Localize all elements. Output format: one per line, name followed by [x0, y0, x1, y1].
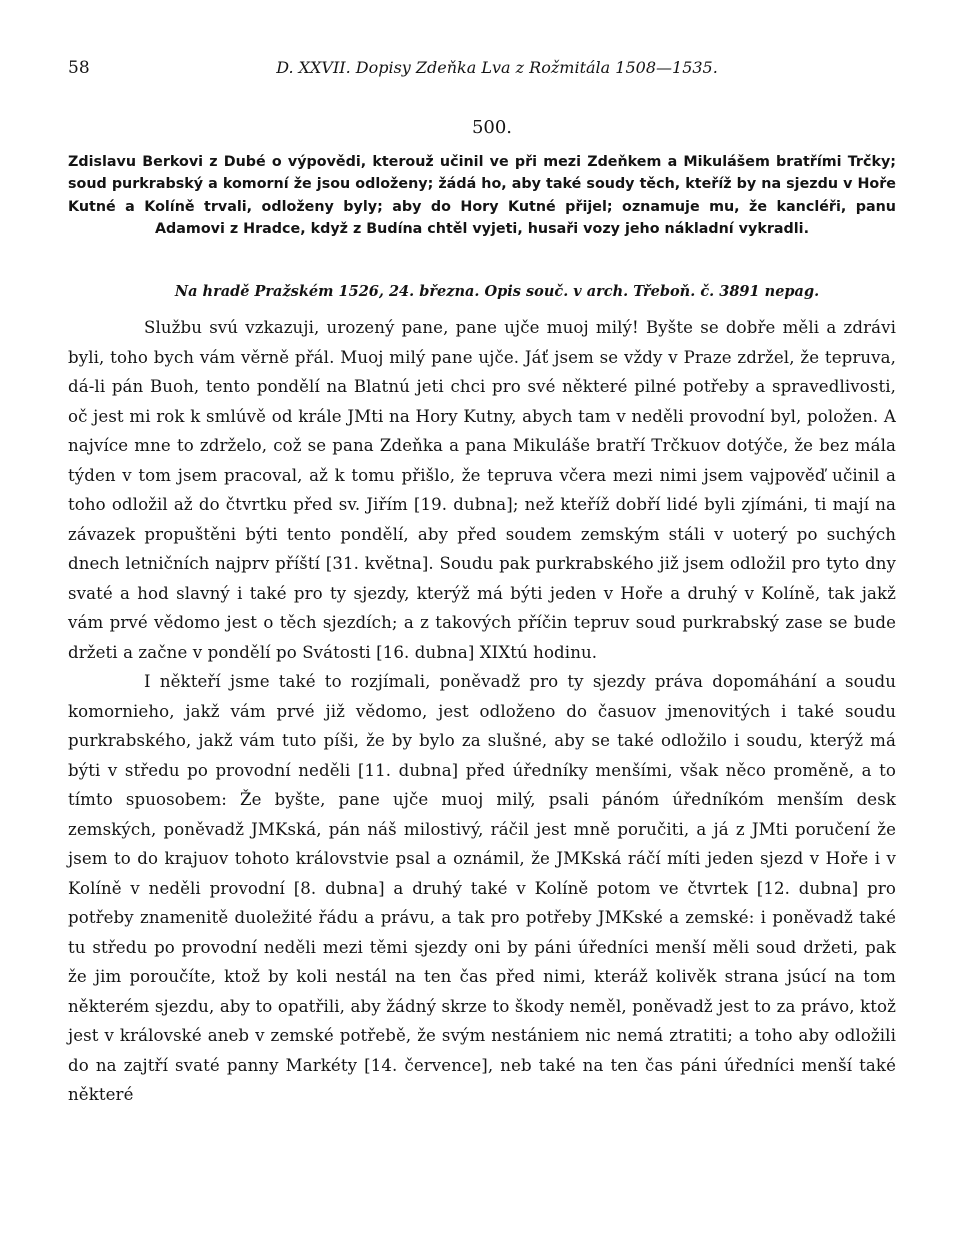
document-number: 500. — [471, 117, 513, 138]
body-paragraph: I někteří jsme také to rozjímali, poněvadž pro ty sjezdy práva dopomáhání a soudu komornieho, jakž vám prvé již vědomo, jest odloženo do časuov jmenovitých i také soudu purkrabského, jakž vám tuto píši, že by bylo za slušné, aby se také odložilo i soudu, kterýž má býti v středu po provodní neděli [11. dubna] před úředníky menšími, však něco proměně, a to tímto spuosobem: Že byšte, pane ujče muoj milý, psali pánóm úředníkóm menším desk zemských, poněvadž JMKská, pán náš milostivý, ráčil jest mně poručiti, a já z JMti poručení že jsem to do krajuov tohoto královstvie psal a oznámil, že JMKská ráčí míti jeden sjezd v Hoře i v Kolíně v neděli provodní [8. dubna] a druhý také v Kolíně potom ve čtvrtek [12. dubna] pro potřeby znamenitě duoležité řádu a právu, a tak pro potřeby JMKské a zemské: i poněvadž také tu středu po provodní neděli mezi těmi sjezdy oni by páni úředníci menší měli soud držeti, pak že jim poroučíte, ktož by koli nestál na ten čas před nimi, kteráž kolivěk strana jsúcí na tom některém sjezdu, aby to opatřili, aby žádný skrze to škody neměl, poněvadž jest to za právo, ktož jest v královské aneb v zemské potřebě, že svým nestániem nic nemá ztratiti; a toho aby odložili do na zajtří svaté panny Markéty [14. července], neb také na ten čas páni úředníci menší také některé — [68, 672, 896, 1104]
running-head — [68, 58, 896, 82]
running-title: D. XXVII. Dopisy Zdeňka Lva z Rožmitála 1508—1535. — [276, 58, 718, 77]
source-note: Na hradě Pražském 1526, 24. března. Opis souč. v arch. Třeboň. č. 3891 nepag. — [174, 283, 820, 300]
body-paragraph: Službu svú vzkazuji, urozený pane, pane ujče muoj milý! Byšte se dobře měli a zdrávi byli, toho bych vám věrně přál. Muoj milý pane ujče. Jáť jsem se vždy v Praze zdržel, že tepruva, dá-li pán Buoh, tento pondělí na Blatnú jeti chci pro své některé pilné potřeby a spravedlivosti, oč jest mi rok k smlúvě od krále JMti na Hory Kutny, abych tam v neděli provodní byl, položen. A najvíce mne to zdrželo, což se pana Zdeňka a pana Mikuláše bratří Trčkuov dotýče, že bez mála týden v tom jsem pracoval, až k tomu přišlo, že tepruva včera mezi nimi jsem vajpověď učinil a toho odložil až do čtvrtku před sv. Jiřím [19. dubna]; než kteříž dobří lidé byli zjímáni, ti mají na závazek propuštěni býti tento pondělí, aby před soudem zemským stáli v uoterý po suchých dnech letničních najprv příští [31. května]. Soudu pak purkrabského již jsem odložil pro tyto dny svaté a hod slavný i také pro ty sjezdy, kterýž má býti jeden v Hoře a druhý v Kolíně, tak jakž vám prvé vědomo jest o těch sjezdích; a z takových příčin tepruv soud purkrabský zase se bude držeti a začne v pondělí po Svátosti [16. dubna] XIXtú hodinu. — [68, 318, 896, 662]
document-regest: Zdislavu Berkovi z Dubé o výpovědi, kterouž učinil ve při mezi Zdeňkem a Mikulášem bratřími Trčky; soud purkrabský a komorní že jsou odloženy; žádá ho, aby také soudy těch, kteříž by na sjezdu v Hoře Kutné a Kolíně trvali, odloženy byly; aby do Hory Kutné přijel; oznamuje mu, že kancléři, panu Adamovi z Hradce, když z Budína chtěl vyjeti, husaři vozy jeho nákladní vykradli. — [68, 154, 896, 238]
letter-body — [68, 313, 896, 1110]
page-number: 58 — [68, 58, 90, 78]
document-page — [68, 0, 896, 1239]
